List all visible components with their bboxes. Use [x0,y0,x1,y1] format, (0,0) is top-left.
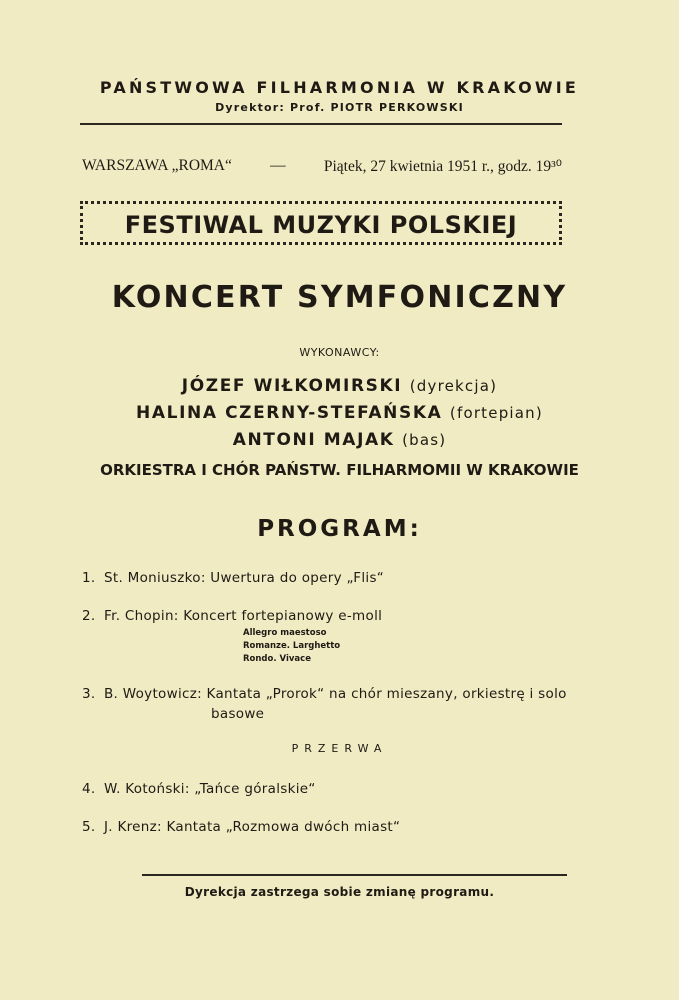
program-item-number: 2. [82,608,96,624]
concert-title: KONCERT SYMFONICZNY [111,280,568,315]
performer-conductor [0,376,679,396]
program-item-text: J. Krenz: Kantata „Rozmowa dwóch miast“ [104,819,401,835]
performer-role: (fortepian) [449,404,543,422]
festival-title: FESTIWAL MUZYKI POLSKIEJ [124,211,518,239]
program-item-text: B. Woytowicz: Kantata „Prorok“ na chór mieszany, orkiestrę i solo [104,686,567,702]
director-line: Dyrektor: Prof. PIOTR PERKOWSKI [215,101,464,114]
program-item [82,570,384,586]
program-item-text: Fr. Chopin: Koncert fortepianowy e-moll [104,608,383,624]
movement: Allegro maestoso [243,628,327,638]
program-item [82,819,400,835]
intermission: PRZERWA [291,742,388,755]
movement: Romanze. Larghetto [243,641,341,651]
dateline-dash: — [270,157,286,174]
concert-date: Piątek, 27 kwietnia 1951 r., godz. 19³⁰ [323,158,562,175]
performer-name: HALINA CZERNY-STEFAŃSKA [136,403,443,423]
program-item [82,781,316,797]
header-divider [80,123,562,125]
program-item-number: 1. [82,570,96,586]
performer-bass [0,430,679,450]
program-item-text: W. Kotoński: „Tańce góralskie“ [104,781,316,797]
performer-name: JÓZEF WIŁKOMIRSKI [181,376,403,396]
orchestra-line: ORKIESTRA I CHÓR PAŃSTW. FILHARMOMII W KRAKOWIE [100,461,579,479]
performer-name: ANTONI MAJAK [232,430,395,450]
performer-pianist [0,403,679,423]
performer-role: (dyrekcja) [409,377,498,395]
program-item-number: 4. [82,781,96,797]
program-item-continuation: basowe [211,706,265,722]
program-item [82,608,382,624]
program-heading: PROGRAM: [257,516,422,542]
footer-divider [142,874,567,876]
program-item [82,686,567,702]
dateline [82,157,562,176]
organization-title: PAŃSTWOWA FILHARMONIA W KRAKOWIE [99,78,580,97]
movement: Rondo. Vivace [243,654,311,664]
program-item-number: 5. [82,819,96,835]
program-item-text: St. Moniuszko: Uwertura do opery „Flis“ [104,570,385,586]
venue: WARSZAWA „ROMA“ [82,157,232,174]
footer-note: Dyrekcja zastrzega sobie zmianę programu. [184,885,495,899]
program-item-number: 3. [82,686,96,702]
performers-label: WYKONAWCY: [299,346,380,359]
performer-role: (bas) [402,431,447,449]
